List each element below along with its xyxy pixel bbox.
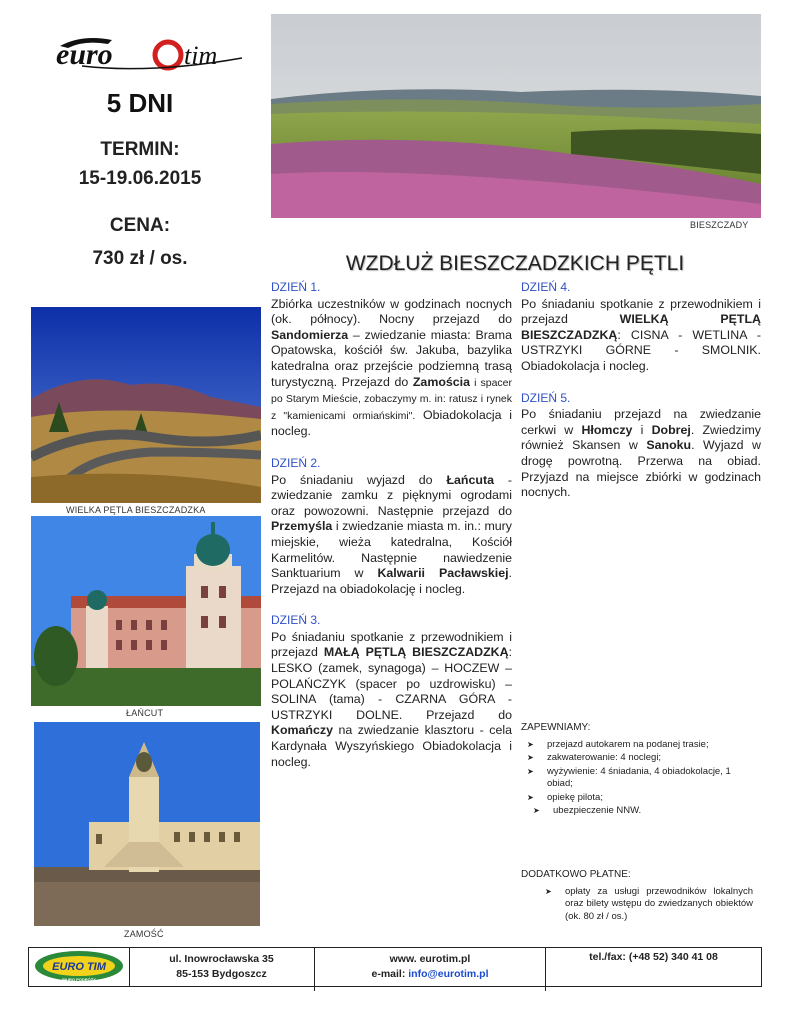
day4-section (521, 280, 761, 375)
extra-header: DODATKOWO PŁATNE: (521, 869, 631, 880)
day1-header: DZIEŃ 1. (271, 280, 321, 294)
list-item: ➤ wyżywienie: 4 śniadania, 4 obiadokolacje, 1 obiad; (527, 765, 731, 789)
termin-value: 15-19.06.2015 (78, 168, 202, 189)
zamosc-photo (34, 722, 260, 926)
arrow-bullet-icon: ➤ (527, 792, 534, 802)
footer-logo-cell (29, 948, 130, 986)
day3-section (271, 613, 512, 770)
list-item: ➤ zakwaterowanie: 4 noclegi; (527, 752, 662, 763)
day4-header: DZIEŃ 4. (521, 280, 571, 294)
arrow-bullet-icon: ➤ (545, 886, 552, 896)
arrow-bullet-icon: ➤ (527, 739, 534, 749)
arrow-bullet-icon: ➤ (527, 753, 534, 762)
svg-text:BIURO PODRÓŻY: BIURO PODRÓŻY (62, 977, 96, 982)
included-section (521, 722, 741, 819)
list-item: ➤ opiekę pilota; (527, 791, 603, 803)
day2-text: Po śniadaniu wyjazd do Łańcuta - zwiedzanie zamku z pięknymi ogrodami oraz powozowni. Następnie przejazd do Przemyśla i zwiedzanie miasta m. in.: mury miejskie, wieża katedralna, Kościół Karmelitów. Następnie nawiedzenie Sanktuarium w Kalwarii Pacławskiej. Przejazd na obiadokolację i nocleg. (271, 472, 512, 596)
footer-logo (31, 948, 127, 984)
page-title: WZDŁUŻ BIESZCZADZKICH PĘTLI (345, 252, 685, 275)
footer (28, 947, 762, 987)
price-value: 730 zł / os. (92, 248, 188, 269)
footer-phone: tel./fax: (+48 52) 340 41 08 (589, 951, 718, 963)
day2-header: DZIEŃ 2. (271, 455, 321, 470)
trip-duration: 5 DNI (106, 88, 174, 118)
lancut-caption: ŁAŃCUT (126, 708, 164, 718)
arrow-bullet-icon: ➤ (527, 766, 534, 776)
bieszczady-photo (271, 14, 761, 218)
wielka-petla-caption: WIELKA PĘTLA BIESZCZADZKA (66, 505, 206, 515)
days-column-left (271, 280, 512, 770)
footer-contact: www. eurotim.pl e-mail: info@eurotim.pl (315, 948, 546, 991)
email-link[interactable]: info@eurotim.pl (408, 968, 489, 980)
eurotim-logo (52, 28, 252, 78)
day3-text: Po śniadaniu spotkanie z przewodnikiem i przejazd MAŁĄ PĘTLĄ BIESZCZADZKĄ: LESKO (zamek, synagoga) – HOCZEW – POLAŃCZYK (spacer po uzdrowisku) – SOLINA (tama) - CZARNA GÓRA - USTRZYKI DOLNE. Przejazd do Komańczy na zwiedzanie klasztoru - cela Kardynała Wyszyńskiego Obiadokolacja i nocleg. (271, 629, 513, 769)
wielka-petla-photo (31, 307, 261, 503)
days-column-right (521, 280, 761, 501)
arrow-bullet-icon: ➤ (533, 806, 540, 815)
termin-label: TERMIN: (100, 139, 180, 160)
zamosc-caption: ZAMOŚĆ (124, 929, 164, 939)
website-link[interactable]: www. eurotim.pl (389, 953, 471, 965)
day1-section (271, 280, 512, 440)
included-header: ZAPEWNIAMY: (521, 722, 591, 733)
price-label: CENA: (109, 215, 171, 236)
svg-text:EURO TIM: EURO TIM (52, 961, 106, 973)
day3-header: DZIEŃ 3. (271, 613, 321, 628)
list-item: ➤ opłaty za usługi przewodników lokalnych oraz bilety wstępu do zwiedzanych obiektów (ok. 80 zł / os.) (545, 885, 753, 922)
day5-section (521, 391, 761, 501)
extra-section (521, 869, 753, 924)
list-item: ➤ ubezpieczenie NNW. (533, 805, 642, 816)
svg-text:euro: euro (56, 38, 113, 71)
lancut-photo (31, 516, 261, 706)
bieszczady-caption: BIESZCZADY (690, 220, 749, 230)
day5-header: DZIEŃ 5. (521, 390, 571, 405)
day1-text: Zbiórka uczestników w godzinach nocnych (ok. północy). Nocny przejazd do Sandomierza – zwiedzanie miasta: Brama Opatowska, kościół św. Jakuba, bazylika katedralna oraz przejście podziemną trasą turystyczną. Przejazd do Zamościa i spacer po Starym Mieście, zobaczymy m. in: ratusz i rynek z "kamienicami ormiańskimi". Obiadokolacja i nocleg. (271, 296, 513, 439)
footer-address: ul. Inowrocławska 35 85-153 Bydgoszcz (129, 948, 315, 991)
day4-text: Po śniadaniu spotkanie z przewodnikiem i przejazd WIELKĄ PĘTLĄ BIESZCZADZKĄ: CISNA - WETLINA - USTRZYKI GÓRNE - SMOLNIK. Obiadokolacja i nocleg. (521, 296, 761, 373)
day2-section (271, 456, 512, 597)
day5-text: Po śniadaniu przejazd na zwiedzanie cerkwi w Hłomczy i Dobrej. Zwiedzimy również Skansen w Sanoku. Wyjazd w drogę powrotną. Przerwa na obiad. Przyjazd na miejsce zbiórki w godzinach nocnych. (521, 407, 762, 500)
list-item: ➤ przejazd autokarem na podanej trasie; (527, 738, 709, 750)
svg-text:tim: tim (184, 41, 218, 70)
